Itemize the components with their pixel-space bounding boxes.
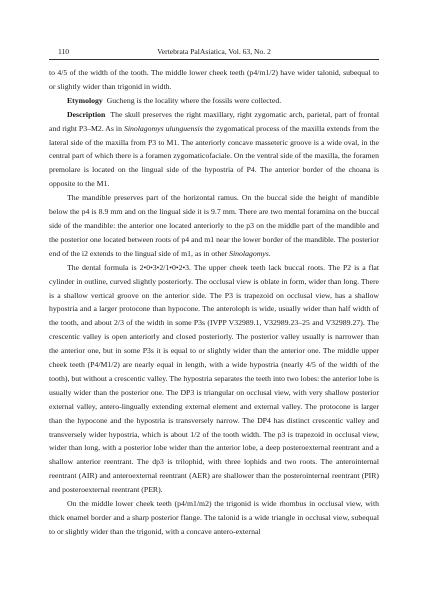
genus-name: Sinolagomys: [229, 248, 269, 258]
paragraph-mandible: [49, 191, 379, 261]
etymology-heading: Etymology: [67, 95, 103, 105]
mandible-text-b: .: [268, 248, 271, 258]
page-number: 110: [58, 47, 70, 56]
journal-title: Vertebrata PalAsiatica, Vol. 63, No. 2: [157, 47, 271, 56]
paragraph-continued: to 4/5 of the width of the tooth. The middle lower cheek teeth (p4/m1/2) have wider talonid, subequal to or slightly wider than trigonid in width.: [49, 68, 379, 91]
body-text: [49, 66, 379, 539]
description-heading: Description: [67, 109, 106, 119]
paragraph-dental: The dental formula is 2•0•3•2/1•0•2•3. The upper cheek teeth lack buccal roots. The P2 is a flat cylinder in outline, curved slightly posteriorly. The occlusal view is oblate in form, wider than long. There is a shallow vertical groove on the anterior side. The P3 is trapezoid on occlusal view, has a shallow hypostria and a larger protocone than hypocone. The anteroloph is wide, usually wider than half width of the tooth, and about 2/3 of the width in some P3s (IVPP V32989.1, V32989.23–25 and V32989.27). The crescentic valley is open anteriorly and closed posteriorly. The posterior valley usually is narrower than the anterior one, but in some P3s it is equal to or slightly wider than the anterior one. The middle upper cheek teeth (P4/M1/2) are nearly equal in length, with a wide hypostria (nearly 4/5 of the width of the tooth), but without a crescentic valley. The hypostria separates the teeth into two lobes: the anterior lobe is usually wider than the posterior one. The DP3 is triangular on occlusal view, with very shallow posterior external valley, antero-lingually extending external element and external valley. The protocone is larger than the hypocone and the hypostria is transversely narrow. The DP4 has distinct crescentic valley and transversely wider hypostria, which is about 1/2 of the tooth width. The p3 is trapezoid in occlusal view, wider than long, with a posterior lobe wider than the anterior lobe, a deep posteroexternal reentrant and a shallow anterior reentrant. The dp3 is trilophid, with three lophids and two roots. The anterointernal reentrant (AIR) and anteroexternal reentrant (AER) are shallower than the posterointernal reentrant (PIR) and posteroexternal reentrant (PER).: [49, 262, 379, 495]
description-text-b: the zygomatical process of the maxilla extends from the lateral side of the maxilla from P3 to M1. The anteriorly concave masseteric groove is a wide oval, in the central part of which there is a foramen zygomaticofaciale. On the ventral side of the maxilla, the foramen premolare is located on the lingual side of the hypostria of P4. The anterior border of the choana is opposite to the M1.: [49, 123, 379, 189]
etymology-text: Gucheng is the locality where the fossils were collected.: [106, 95, 282, 105]
paragraph-description: [49, 108, 379, 191]
species-name: Sinolagomys ulunguensis: [124, 123, 203, 133]
description-text-a: The skull preserves the right maxillary, right zygomatic arch, parietal, part of frontal and right P3–M2. As in: [49, 109, 379, 133]
mandible-text-a: The mandible preserves part of the horizontal ramus. On the buccal side the height of mandible below the p4 is 8.9 mm and on the lingual side it is 9.7 mm. There are two mental foramina on the buccal side of the mandible: the anterior one located anteriorly to the p3 on the middle part of the mandible and the posterior one located between roots of p4 and m1 near the lower border of the mandible. The posterior end of the i2 extends to the lingual side of m1, as in other: [49, 193, 379, 258]
paragraph-etymology: [49, 94, 379, 108]
header-divider: [49, 59, 379, 60]
paragraph-lower-cheek-teeth: On the middle lower cheek teeth (p4/m1/m2) the trigonid is wide rhombus in occlusal view, with thick enamel border and a sharp posterior flange. The talonid is a wide triangle in occlusal view, subequal to or slightly wider than the trigonid, with a concave antero-external: [49, 499, 379, 536]
running-header: [49, 45, 379, 59]
